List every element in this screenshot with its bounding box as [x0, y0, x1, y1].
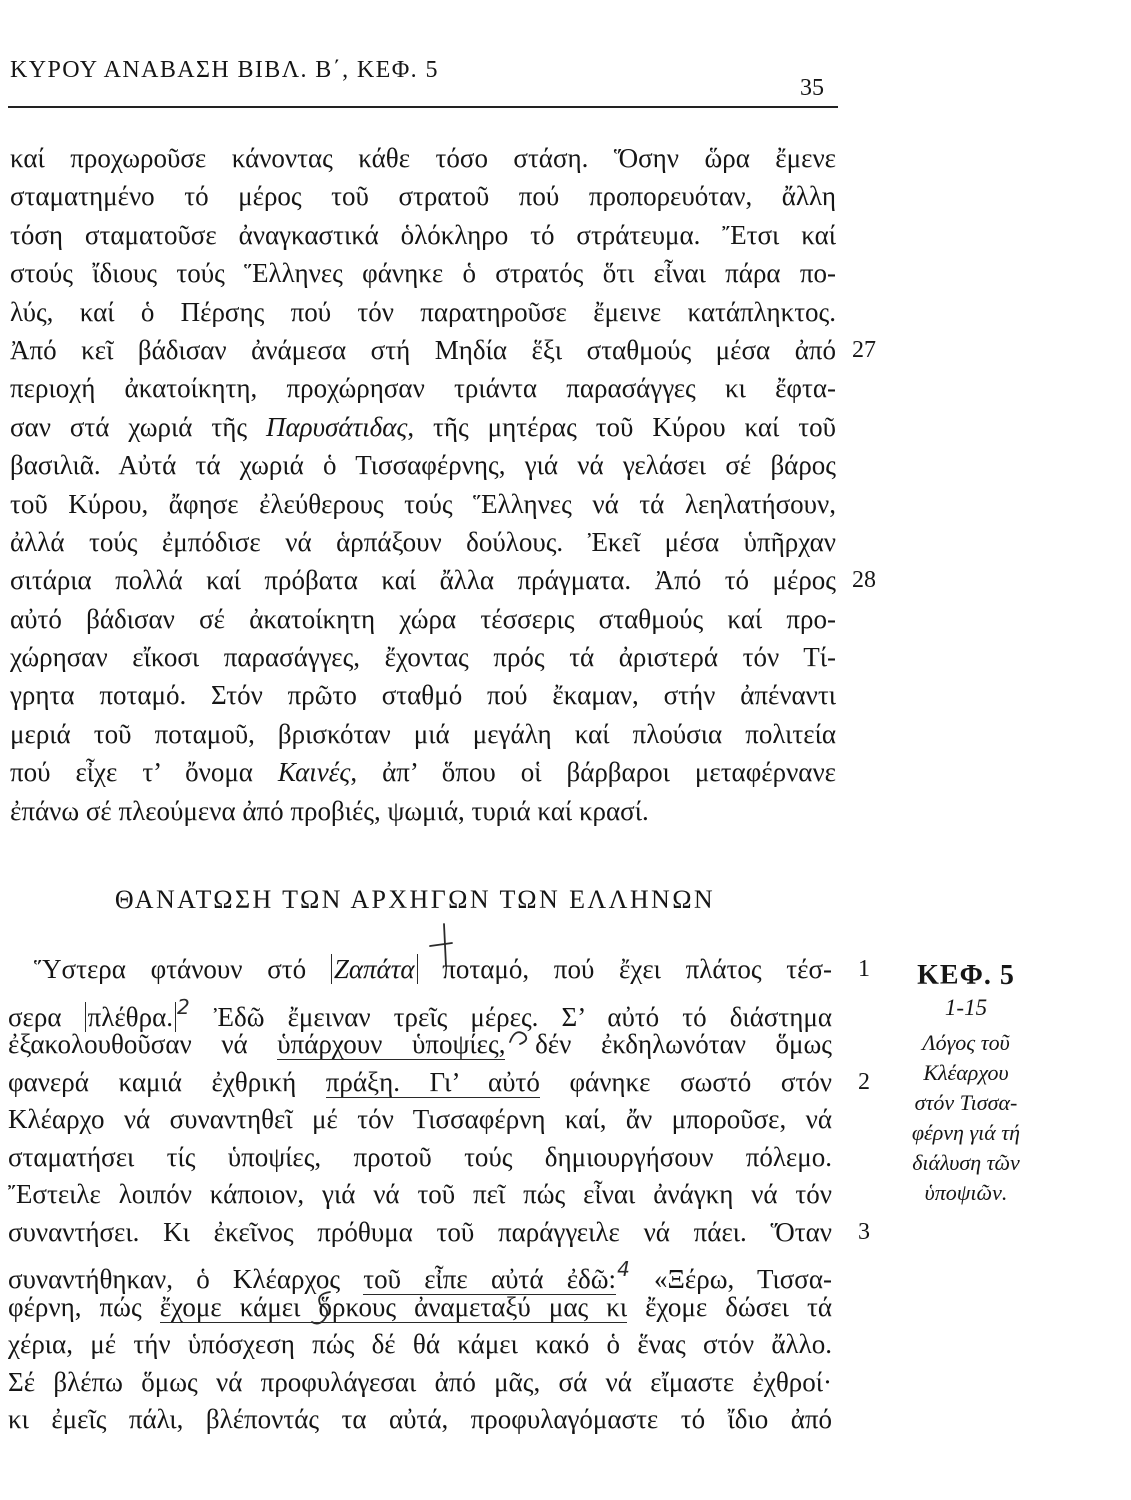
text-line	[10, 216, 836, 254]
text-run: , τῆς μητέρας τοῦ Κύρου καί τοῦ	[407, 411, 836, 442]
section-number: 2	[858, 1068, 870, 1095]
text-line	[8, 1026, 832, 1064]
text-line	[10, 446, 836, 484]
text-run: Ἔστειλε λοιπόν κάποιον, γιά νά τοῦ πεῖ πώς εἶναι ἀνάγκη νά τόν	[8, 1179, 832, 1209]
text-run: «Ξέρω, Τισσα-	[630, 1264, 832, 1294]
text-line	[10, 408, 836, 446]
text-line	[8, 1326, 832, 1364]
text-line	[8, 1364, 832, 1402]
text-run: ἀλλά τούς ἐμπόδισε νά ἁρπάξουν δούλους. Ἐκεῖ μέσα ὑπῆρχαν	[10, 526, 836, 557]
handwritten-note: 4	[617, 1257, 630, 1281]
running-head: ΚΥΡΟΥ ΑΝΑΒΑΣΗ ΒΙΒΛ. Β΄, ΚΕΦ. 5	[10, 57, 439, 83]
text-run: καί προχωροῦσε κάνοντας κάθε τόσο στάση. Ὅσην ὥρα ἔμενε	[10, 143, 836, 173]
text-run: ποταμό, πού ἔχει πλάτος τέσ-	[417, 954, 832, 984]
summary-line: φέρνη γιά τή	[911, 1120, 1021, 1145]
text-line	[10, 139, 836, 177]
pen-stroke	[430, 943, 452, 946]
handwritten-note: 2	[176, 994, 190, 1019]
page-number: 35	[800, 75, 824, 101]
text-line	[10, 561, 876, 599]
text-line	[10, 600, 836, 638]
text-run: φανερά καμιά ἐχθρική	[8, 1066, 326, 1097]
text-run: Ἐδῶ ἔμειναν τρεῖς μέρες. Σ’ αὐτό τό διάστημα	[190, 1001, 832, 1032]
pen-marked-text: πλέθρα.	[85, 1002, 176, 1032]
text-line	[10, 485, 836, 523]
text-line	[8, 951, 870, 989]
text-run: σαν στά χωριά τῆς	[10, 411, 266, 442]
text-run: τοῦ Κύρου, ἄφησε ἐλεύθερους τούς Ἕλληνες νά τά λεηλατήσουν,	[10, 488, 836, 519]
chapter-sidebar	[878, 958, 1054, 1208]
text-line	[8, 1176, 832, 1214]
text-line	[8, 1401, 832, 1439]
paragraph-1	[10, 139, 876, 830]
paragraph-2	[8, 951, 870, 1439]
text-run: , ἀπ’ ὅπου οἱ βάρβαροι μεταφέρνανε	[350, 757, 836, 788]
chapter-summary	[878, 1028, 1054, 1208]
text-run: Κλέαρχο νά συναντηθεῖ μέ τόν Τισσαφέρνη καί, ἄν μποροῦσε, νά	[8, 1104, 832, 1134]
text-line	[8, 989, 832, 1032]
section-number: 27	[852, 336, 876, 363]
text-line	[10, 638, 836, 676]
summary-line: στόν Τισσα-	[914, 1090, 1018, 1115]
section-number: 28	[852, 567, 876, 594]
chapter-range: 1-15	[944, 995, 988, 1020]
text-line	[10, 177, 836, 215]
chapter-label: ΚΕΦ. 5	[917, 960, 1015, 991]
section-heading: ΘΑΝΑΤΩΣΗ ΤΩΝ ΑΡΧΗΓΩΝ ΤΩΝ ΕΛΛΗΝΩΝ	[114, 885, 716, 914]
text-line	[10, 676, 836, 714]
text-line	[8, 1101, 832, 1139]
summary-line: Λόγος τοῦ	[922, 1030, 1010, 1055]
text-run: σιτάρια πολλά καί πρόβατα καί ἄλλα πράγματα. Ἀπό τό μέρος	[10, 565, 836, 596]
text-run: κι ἐμεῖς πάλι, βλέποντάς τα αὐτά, προφυλαγόμαστε τό ἴδιο ἀπό	[8, 1404, 832, 1434]
text-run: ἔχομε δώσει τά	[627, 1291, 832, 1322]
text-run: Σέ βλέπω ὅμως νά προφυλάγεσαι ἀπό μᾶς, σά νά εἴμαστε ἐχθροί·	[8, 1366, 832, 1397]
text-run: τόση σταματοῦσε ἀναγκαστικά ὁλόκληρο τό στράτευμα. Ἔτσι καί	[10, 219, 836, 250]
text-run: φέρνη, πώς	[8, 1291, 160, 1322]
text-run: δέν ἐκδηλωνόταν ὅμως	[505, 1029, 832, 1059]
text-line	[8, 1289, 832, 1327]
text-run: πού εἶχε τ’ ὄνομα	[10, 757, 278, 788]
pen-marked-text: τοῦ εἶπε αὐτά ἐδῶ:	[363, 1264, 617, 1294]
text-run: αὐτό βάδισαν σέ ἀκατοίκητη χώρα τέσσερις σταθμούς καί προ-	[10, 603, 836, 634]
text-run: χώρησαν εἴκοσι παρασάγγες, ἔχοντας πρός τά ἀριστερά τόν Τί-	[10, 642, 836, 673]
italic-name: Ζαπάτα	[331, 954, 418, 984]
text-line	[10, 254, 836, 292]
text-run: γρητα ποταμό. Στόν πρῶτο σταθμό πού ἔκαμαν, στήν ἀπέναντι	[10, 680, 836, 711]
text-line	[10, 331, 876, 369]
section-number: 1	[858, 956, 870, 982]
text-run: συναντήσει. Κι ἐκεῖνος πρόθυμα τοῦ παράγγειλε νά πάει. Ὅταν	[8, 1216, 832, 1247]
italic-name: Καινές	[277, 757, 351, 788]
italic-name: Παρυσάτιδας	[265, 411, 408, 442]
text-line	[10, 369, 836, 407]
text-run: λύς, καί ὁ Πέρσης πού τόν παρατηροῦσε ἔμεινε κατάπληκτος.	[10, 296, 836, 327]
text-run: βασιλιᾶ. Αὐτά τά χωριά ὁ Τισσαφέρνης, γιά νά γελάσει σέ βάρος	[10, 450, 836, 481]
text-run: σταματημένο τό μέρος τοῦ στρατοῦ πού προπορευόταν, ἄλλη	[10, 181, 836, 212]
text-line	[10, 753, 836, 791]
text-line	[8, 1139, 832, 1177]
text-line	[8, 1251, 832, 1294]
text-run: Ὕστερα φτάνουν στό	[34, 954, 331, 984]
text-run: σταματήσει τίς ὑποψίες, προτοῦ τούς δημιουργήσουν πόλεμο.	[8, 1141, 832, 1172]
text-run: Ἀπό κεῖ βάδισαν ἀνάμεσα στή Μηδία ἕξι σταθμούς μέσα ἀπό	[10, 334, 836, 365]
pen-marked-text: πράξη. Γι’ αὐτό	[325, 1066, 540, 1097]
text-run: ἐξακολουθοῦσαν νά	[8, 1029, 278, 1059]
text-run: σερα	[8, 1001, 85, 1032]
text-run: συναντήθηκαν, ὁ Κλέαρχος	[8, 1264, 364, 1294]
text-run: ἐπάνω σέ πλεούμενα ἀπό προβιές, ψωμιά, τυριά καί κρασί.	[10, 795, 649, 826]
text-line	[10, 792, 836, 830]
text-run: στούς ἴδιους τούς Ἕλληνες φάνηκε ὁ στρατός ὅτι εἶναι πάρα πο-	[10, 258, 836, 289]
summary-line: ὑποψιῶν.	[924, 1180, 1008, 1205]
header-rule	[8, 106, 838, 108]
text-run: μεριά τοῦ ποταμοῦ, βρισκόταν μιά μεγάλη καί πλούσια πολιτεία	[10, 718, 836, 749]
pen-marked-text: ὑπάρχουν ὑποψίες,	[277, 1029, 506, 1059]
text-run: περιοχή ἀκατοίκητη, προχώρησαν τριάντα παρασάγγες κι ἔφτα-	[10, 373, 836, 404]
text-line	[10, 715, 836, 753]
text-line	[8, 1064, 870, 1102]
text-run: φάνηκε σωστό στόν	[539, 1066, 832, 1097]
text-run: χέρια, μέ τήν ὑπόσχεση πώς δέ θά κάμει κακό ὁ ἕνας στόν ἄλλο.	[8, 1329, 832, 1359]
section-number: 3	[858, 1218, 870, 1245]
text-line	[10, 293, 836, 331]
summary-line: Κλέαρχου	[923, 1060, 1009, 1085]
summary-line: διάλυση τῶν	[912, 1150, 1020, 1175]
text-line	[8, 1214, 870, 1252]
text-line	[10, 523, 836, 561]
pen-marked-text: ἔχομε κάμει ὅρκους ἀναμεταξύ μας κι	[159, 1291, 628, 1322]
